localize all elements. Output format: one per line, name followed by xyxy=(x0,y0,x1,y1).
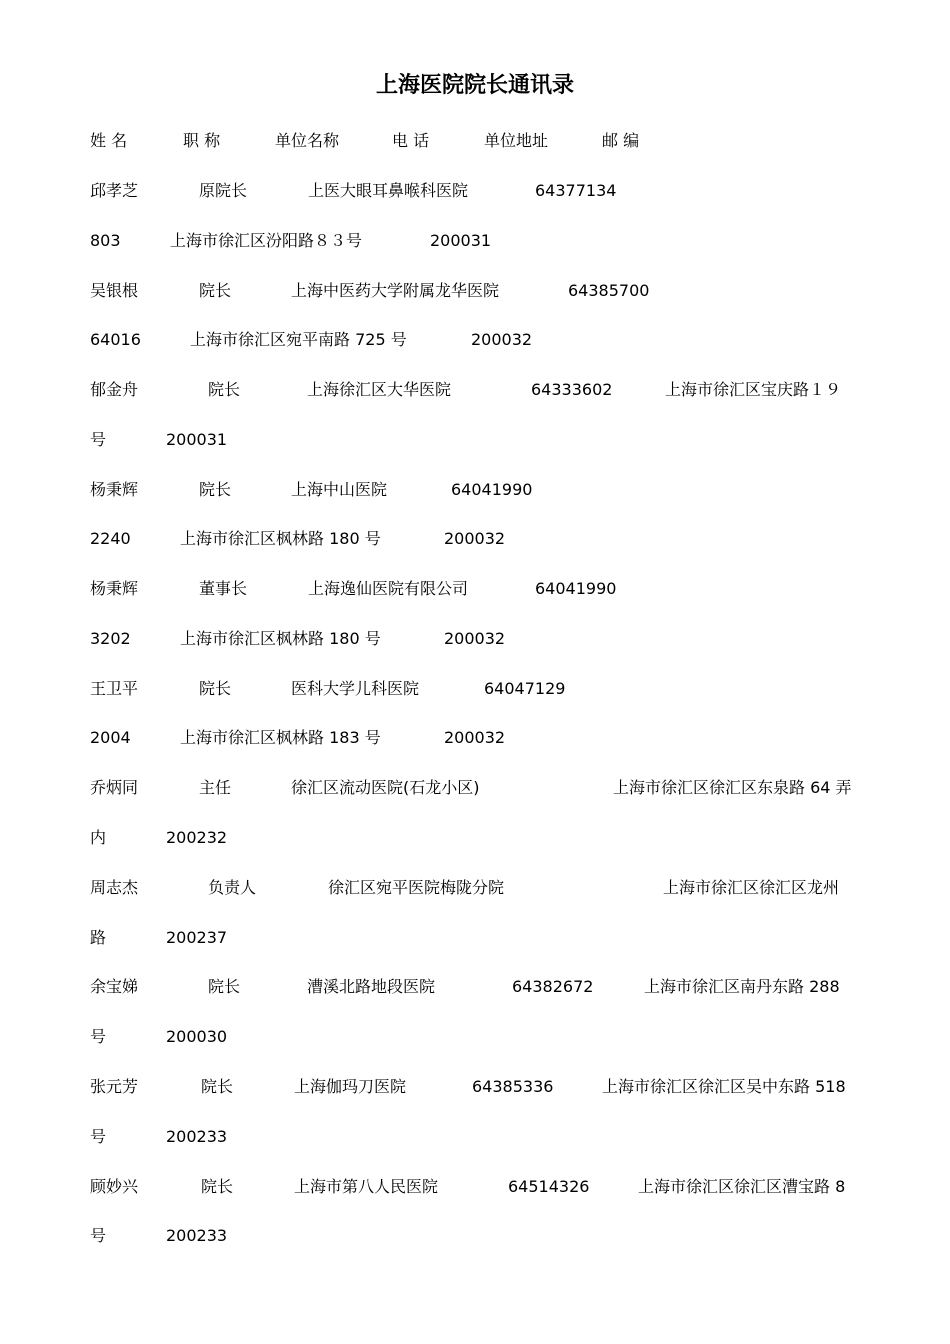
line-cell: 徐汇区流动医院(石龙小区) xyxy=(291,778,480,797)
header-name: 姓 名 xyxy=(90,131,128,150)
header-unit: 单位名称 xyxy=(275,131,340,150)
line-cell: 吴银根 xyxy=(90,281,139,300)
text-line xyxy=(0,328,950,352)
line-cell: 号 xyxy=(90,1127,107,1146)
line-cell: 郁金舟 xyxy=(90,380,139,399)
line-cell: 64041990 xyxy=(535,579,617,598)
line-cell: 杨秉辉 xyxy=(90,579,139,598)
line-cell: 200232 xyxy=(166,828,228,847)
line-cell: 200233 xyxy=(166,1226,228,1245)
line-cell: 余宝娣 xyxy=(90,977,139,996)
line-cell: 200030 xyxy=(166,1027,228,1046)
line-cell: 200032 xyxy=(444,728,506,747)
header-postcode: 邮 编 xyxy=(602,131,640,150)
line-cell: 徐汇区宛平医院梅陇分院 xyxy=(328,878,505,897)
line-cell: 乔炳同 xyxy=(90,778,139,797)
line-cell: 64382672 xyxy=(512,977,594,996)
line-cell: 200031 xyxy=(166,430,228,449)
text-line xyxy=(0,279,950,303)
line-cell: 医科大学儿科医院 xyxy=(291,679,420,698)
line-cell: 200032 xyxy=(444,529,506,548)
text-line xyxy=(0,876,950,900)
line-cell: 原院长 xyxy=(199,181,248,200)
line-cell: 上海市徐汇区南丹东路 288 xyxy=(644,977,840,996)
text-line xyxy=(0,677,950,701)
document-title: 上海医院院长通讯录 xyxy=(375,73,574,98)
line-cell: 号 xyxy=(90,430,107,449)
text-line xyxy=(0,1025,950,1049)
header-title: 职 称 xyxy=(183,131,221,150)
line-cell: 上海市徐汇区宝庆路１９ xyxy=(665,380,842,399)
line-cell: 200237 xyxy=(166,928,228,947)
text-line xyxy=(0,1075,950,1099)
text-line xyxy=(0,776,950,800)
text-line xyxy=(0,577,950,601)
line-cell: 主任 xyxy=(199,778,232,797)
line-cell: 号 xyxy=(90,1027,107,1046)
column-header-row xyxy=(0,129,950,153)
line-cell: 上海市徐汇区枫林路 183 号 xyxy=(180,728,381,747)
line-cell: 董事长 xyxy=(199,579,248,598)
line-cell: 上海中山医院 xyxy=(291,480,388,499)
line-cell: 803 xyxy=(90,231,121,250)
line-cell: 64041990 xyxy=(451,480,533,499)
header-phone: 电 话 xyxy=(392,131,430,150)
line-cell: 漕溪北路地段医院 xyxy=(307,977,436,996)
line-cell: 2240 xyxy=(90,529,131,548)
line-cell: 上海市徐汇区宛平南路 725 号 xyxy=(190,330,407,349)
line-cell: 顾妙兴 xyxy=(90,1177,139,1196)
line-cell: 路 xyxy=(90,928,107,947)
line-cell: 200031 xyxy=(430,231,492,250)
text-line xyxy=(0,527,950,551)
text-line xyxy=(0,1175,950,1199)
line-cell: 院长 xyxy=(208,977,241,996)
text-line xyxy=(0,428,950,452)
line-cell: 64385336 xyxy=(472,1077,554,1096)
header-address: 单位地址 xyxy=(484,131,549,150)
line-cell: 王卫平 xyxy=(90,679,139,698)
line-cell: 200233 xyxy=(166,1127,228,1146)
line-cell: 上海市第八人民医院 xyxy=(294,1177,439,1196)
line-cell: 上海市徐汇区枫林路 180 号 xyxy=(180,629,381,648)
line-cell: 200032 xyxy=(444,629,506,648)
text-line xyxy=(0,826,950,850)
line-cell: 上海中医药大学附属龙华医院 xyxy=(291,281,500,300)
line-cell: 上海市徐汇区徐汇区东泉路 64 弄 xyxy=(613,778,852,797)
text-line xyxy=(0,627,950,651)
line-cell: 64333602 xyxy=(531,380,613,399)
line-cell: 3202 xyxy=(90,629,131,648)
line-cell: 上海伽玛刀医院 xyxy=(294,1077,407,1096)
line-cell: 2004 xyxy=(90,728,131,747)
line-cell: 院长 xyxy=(199,679,232,698)
line-cell: 邱孝芝 xyxy=(90,181,139,200)
line-cell: 杨秉辉 xyxy=(90,480,139,499)
text-line xyxy=(0,378,950,402)
line-cell: 院长 xyxy=(199,480,232,499)
text-line xyxy=(0,726,950,750)
line-cell: 院长 xyxy=(208,380,241,399)
line-cell: 号 xyxy=(90,1226,107,1245)
text-line xyxy=(0,179,950,203)
line-cell: 内 xyxy=(90,828,107,847)
line-cell: 64047129 xyxy=(484,679,566,698)
line-cell: 上海市徐汇区枫林路 180 号 xyxy=(180,529,381,548)
line-cell: 上海市徐汇区徐汇区吴中东路 518 xyxy=(602,1077,846,1096)
line-cell: 院长 xyxy=(199,281,232,300)
line-cell: 张元芳 xyxy=(90,1077,139,1096)
text-line xyxy=(0,1125,950,1149)
line-cell: 64385700 xyxy=(568,281,650,300)
line-cell: 上海市徐汇区汾阳路８３号 xyxy=(170,231,363,250)
line-cell: 上海市徐汇区徐汇区龙州 xyxy=(663,878,840,897)
line-cell: 64377134 xyxy=(535,181,617,200)
line-cell: 200032 xyxy=(471,330,533,349)
text-line xyxy=(0,1224,950,1248)
line-cell: 上海逸仙医院有限公司 xyxy=(308,579,469,598)
line-cell: 64016 xyxy=(90,330,141,349)
text-line xyxy=(0,229,950,253)
line-cell: 院长 xyxy=(201,1077,234,1096)
line-cell: 负责人 xyxy=(208,878,257,897)
text-line xyxy=(0,975,950,999)
line-cell: 周志杰 xyxy=(90,878,139,897)
text-line xyxy=(0,926,950,950)
line-cell: 64514326 xyxy=(508,1177,590,1196)
line-cell: 上医大眼耳鼻喉科医院 xyxy=(308,181,469,200)
line-cell: 上海徐汇区大华医院 xyxy=(307,380,452,399)
line-cell: 院长 xyxy=(201,1177,234,1196)
text-line xyxy=(0,478,950,502)
line-cell: 上海市徐汇区徐汇区漕宝路 8 xyxy=(638,1177,846,1196)
